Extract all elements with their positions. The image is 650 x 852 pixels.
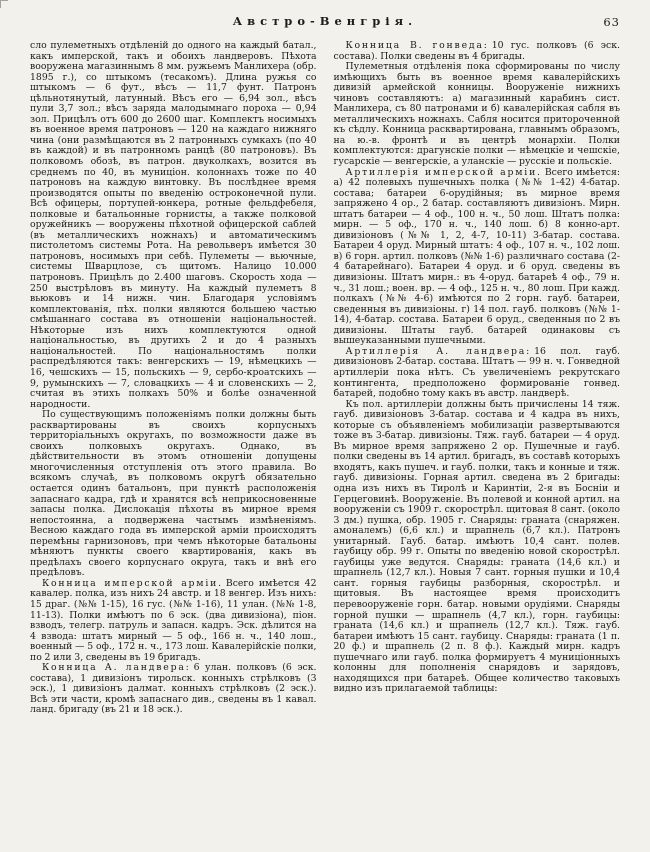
run-in-heading: Артиллерія А. ландвера: [345, 345, 532, 357]
paragraph-text: Всего имѣется: а) 42 полевыхъ пушечныхъ полка (№№ 1-42) 4-батар. состава; батареи 6-орудійныя; въ мирное время запряжено 4 ор., 2 батар. составляютъ дивизіонъ. Мирн. штатъ батареи — 4 оф., 100 н. ч., 50 лош. Штатъ полка: мирн. — 5 оф., 170 н. ч., 140 лош. б) 8 конно-арт. дивизіоновъ (№№ 1, 2, 4-7, 10-11) 3-батар. состава. Батареи 4 оруд. Мирный штатъ: 4 оф., 107 н. ч., 102 лош. в) 6 горн. артил. полковъ (№№ 1-6) различнаго состава (2-4 батарейнаго). Батареи 4 оруд. и 6 оруд. сведены въ дивизіоны. Штатъ мирн.: въ 4-оруд. батареѣ 4 оф., 79 н. ч., 31 лош.; воен. вр. — 4 оф., 125 н. ч., 80 лош. При кажд. полкахъ (№№ 4-6) имѣются по 2 горн. гауб. батареи, сведенныя въ дивизіоны. г) 14 пол. гауб. полковъ (№№ 1-14), 4-батар. состава. Батареи 6 оруд., сведенныя по 2 въ дивизіоны. Штаты гауб. батарей одинаковы съ вышеуказанными пушечными. [333, 166, 620, 347]
paragraph [30, 663, 317, 716]
paragraph-text: Пулеметныя отдѣленія пока сформированы по числу имѣющихъ быть въ военное время кавалерійскихъ дивизій армейской конницы. Вооруженіе нижнихъ чиновъ составляютъ: а) магазинный карабинъ сист. Манлихера, съ 80 патронами и б) кавалерійская сабля въ металлическихъ ножнахъ. Сабля носится притороченной къ сѣдлу. Конница расквартирована, главнымъ образомъ, на ю.-в. фронтѣ и въ центрѣ монархіи. Полки комплектуются: драгунскіе полки — нѣмецкіе и чешскіе, гусарскіе — венгерскіе, а уланскіе — русскіе и польскіе. [333, 61, 620, 168]
page-header [30, 14, 620, 32]
run-in-heading: Конница А. ландвера: [42, 662, 191, 674]
paragraph-text: По существующимъ положеніямъ полки должны быть расквартированы въ своихъ корпусныхъ территоріальныхъ округахъ, по возможности даже въ своихъ полковыхъ округахъ. Однако, въ дѣйствительности въ этомъ отношеніи допущены многочисленныя отступленія отъ этого правила. Во всякомъ случаѣ, въ полковомъ округѣ обязательно остается одинъ батальонъ, при пунктѣ расположенія запаснаго кадра, гдѣ и хранятся всѣ неприкосновенные запасы полка. Дислокація пѣхоты въ мирное время непостоянна, а подвержена частымъ измѣненіямъ. Весною каждаго года въ имперской арміи происходятъ перемѣны гарнизоновъ, при чемъ нѣкоторые батальоны мѣняютъ пункты своего квартированія, какъ въ предѣлахъ своего корпуснаго округа, такъ и внѣ его предѣловъ. [30, 409, 317, 579]
run-in-heading: Конница В. гонведа: [345, 40, 489, 51]
paragraph-text: Къ пол. артиллеріи должны быть причислены 14 тяж. гауб. дивизіоновъ 3-батар. состава и 4 кадра въ нихъ, которые съ объявленіемъ мобилизаціи развертываются тоже въ 3-батар. дивизіоны. Тяж. гауб. батареи — 4 оруд. Въ мирное время запряжено 2 ор. Пушечные и гауб. полки сведены въ 14 артил. бригадъ, въ составѣ которыхъ входятъ, какъ пушеч. и гауб. полки, такъ и конные и тяж. гауб. дивизіоны. Горная артил. сведена въ 2 бригады: одна изъ нихъ въ Тиролѣ и Каринтіи, 2-я въ Босніи и Герцеговинѣ. Вооруженіе. Въ полевой и конной артил. на вооруженіи съ 1909 г. скорострѣл. щитовая 8 сант. (около 3 дм.) пушка, обр. 1905 г. Снаряды: граната (снаряжен. амоналемъ) (6,6 кл.) и шрапнель (6,7 кл.). Патронъ унитарный. Гауб. батар. имѣютъ 10,4 сант. полев. гаубицу обр. 99 г. Опыты по введенію новой скорострѣл. гаубицы уже ведутся. Снаряды: граната (14,6 кл.) и шрапнель (12,7 кл.). Новыя 7 сант. горныя пушки и 10,4 сант. горныя гаубицы разборныя, скорострѣл. и щитовыя. Въ настоящее время происходитъ перевооруженіе горн. батар. новыми орудіями. Снаряды горной пушки — шрапнель (4,7 кл.), горн. гаубицы: граната (14,6 кл.) и шрапнель (12,7 кл.). Тяж. гауб. батареи имѣютъ 15 сант. гаубицу. Снаряды: граната (1 п. 20 ф.) и шрапнель (2 п. 8 ф.). Каждый мирн. кадръ пушечнаго или гауб. полка формируетъ 4 муниціонныхъ колонны для пополненія снарядовъ и зарядовъ, находящихся при батареѣ. Общее количество таковыхъ видно изъ прилагаемой таблицы: [333, 398, 620, 695]
paragraph-text: Всего имѣется 42 кавалер. полка, изъ нихъ 24 австр. и 18 венгер. Изъ нихъ: 15 драг. (№№ 1-15), 16 гус. (№№ 1-16), 11 улан. (№№ 1-8, 11-13). Полки имѣютъ по 6 эск. (два дивизіона), піон. взводъ, телегр. патруль и запасн. кадръ. Эск. дѣлится на 4 взвода: штатъ мирный — 5 оф., 166 н. ч., 140 лош., военный — 5 оф., 172 н. ч., 173 лош. Кавалерійскіе полки, по 2 или 3, сведены въ 19 бригадъ. [30, 577, 317, 663]
text-columns [30, 41, 620, 716]
paragraph-text: 6 улан. полковъ (6 эск. состава), 1 дивизіонъ тирольск. конныхъ стрѣлковъ (3 эск.), 1 дивизіонъ далмат. конныхъ стрѣлковъ (2 эск.). Всѣ эти части, кромѣ запаснаго див., сведены въ 1 кавал. ланд. бригаду (въ 21 и 18 эск.). [30, 662, 317, 716]
paragraph [334, 41, 621, 62]
run-in-heading: Конница имперской арміи. [42, 577, 223, 589]
run-in-heading: Артиллерія имперской арміи. [345, 166, 542, 178]
paragraph [30, 410, 317, 579]
paragraph-text: 10 гус. полковъ (6 эск. состава). Полки сведены въ 4 бригады. [333, 40, 620, 62]
page-number: 63 [603, 15, 620, 29]
page-title: Австро-Венгрія. [232, 14, 418, 28]
corner-mark [0, 0, 8, 8]
paragraph-text: сло пулеметныхъ отдѣленій до одного на каждый батал., какъ имперской, такъ и обоихъ ландверовъ. Пѣхота вооружена магазиннымъ 8 мм. ружьемъ Манлихера (обр. 1895 г.), со штыкомъ (тесакомъ). Длина ружья со штыкомъ — 6 фут., вѣсъ — 11,7 фунт. Патронъ цѣльнотянутый, латунный. Вѣсъ его — 6,94 зол., вѣсъ пули 3,7 зол.; вѣсъ заряда малодымнаго пороха — 0,94 зол. Прицѣлъ отъ 600 до 2600 шаг. Комплектъ носимыхъ въ военное время патроновъ — 120 на каждаго нижняго чина (они размѣщаются въ 2 патронныхъ сумкахъ (по 40 въ каждой) и въ патронномъ ранцѣ (80 патроновъ). Въ полковомъ обозѣ, въ патрон. двуколкахъ, возится въ среднемъ по 40, въ муниціон. колоннахъ тоже по 40 патроновъ на каждую винтовку. Въ послѣднее время производятся опыты по введенію остроконечной пули. Всѣ офицеры, портупей-юнкера, ротные фельдфебеля, полковые и батальонные горнисты, а также полковой оружейникъ — вооружены пѣхотной офицерской саблей (въ металлическихъ ножнахъ) и автоматическимъ пистолетомъ системы Рота. На револьверъ имѣется 30 патроновъ, носимыхъ при себѣ. Пулеметы — вьючные, системы Шварцлозе, съ щитомъ. Налицо 10.000 патроновъ. Прицѣлъ до 2.400 шаговъ. Скорость хода — 250 выстрѣловъ въ минуту. На каждый пулеметъ 8 вьюковъ и 14 нижн. чин. Благодаря условіямъ комплектованія, пѣх. полки являются большею частью смѣшаннаго состава въ отношеніи національностей. Нѣкоторые изъ нихъ комплектуются одной національностью, въ другихъ 2 и до 4 разныхъ національностей. По національностямъ полки распредѣляются такъ: венгерскихъ — 19, нѣмецкихъ — 16, чешскихъ — 15, польскихъ — 9, сербо-кроатскихъ — 9, румынскихъ — 7, словацкихъ — 4 и словенскихъ — 2, считая въ этихъ полкахъ 50% и болѣе означенной народности. [30, 40, 317, 410]
paragraph [334, 62, 621, 167]
right-column [334, 41, 621, 716]
paragraph [334, 168, 621, 347]
paragraph [30, 579, 317, 663]
paragraph [334, 347, 621, 400]
left-column [30, 41, 317, 716]
paragraph [334, 400, 621, 695]
paragraph [30, 41, 317, 410]
paragraph-text: 16 пол. гауб. дивизіоновъ 2-батар. состава. Штатъ — 99 н. ч. Гонведной артиллеріи пока нѣтъ. Съ увеличеніемъ рекрутскаго контингента, предположено формированіе гонвед. батарей, подобно тому какъ въ австр. ландверѣ. [333, 345, 621, 400]
